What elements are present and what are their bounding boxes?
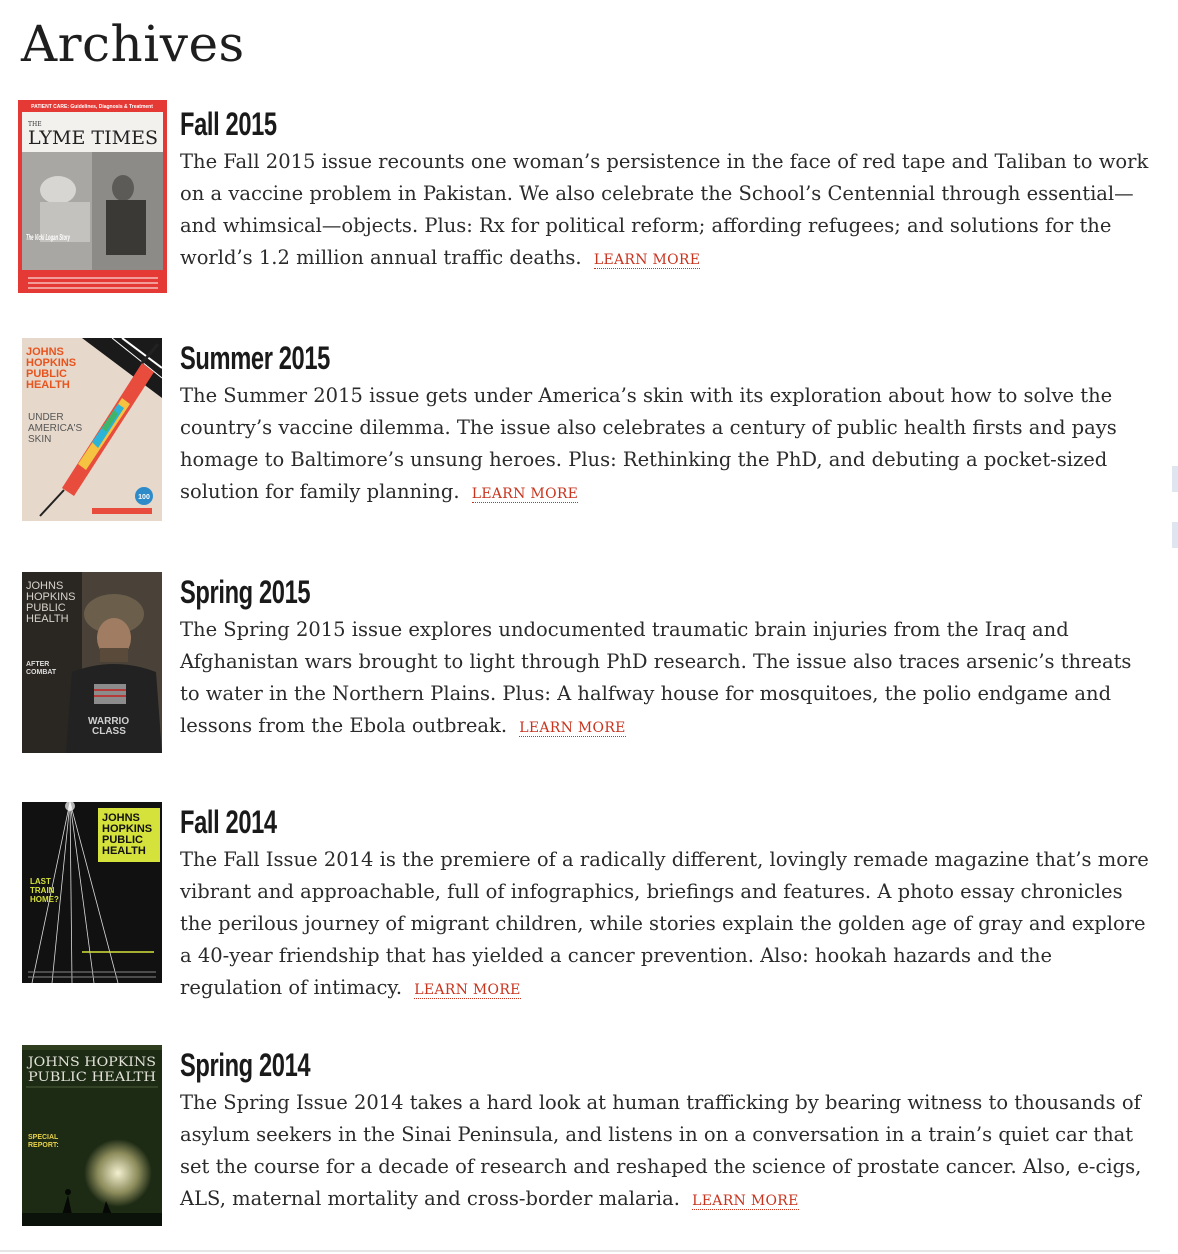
issue-title[interactable]: Summer 2015 [180,340,330,376]
issue-description [180,1087,1155,1217]
issue-cover-image[interactable] [18,100,167,293]
learn-more-link[interactable]: LEARN MORE [414,982,521,998]
cover-masthead-line: HOPKINS [26,591,76,603]
cover-masthead-small: THE [28,121,42,128]
cover-masthead-line: PUBLIC HEALTH [28,1070,156,1085]
cover-line: The Vicki Logan Story [26,233,71,242]
spring-2015-cover [22,572,162,753]
learn-more-link[interactable]: LEARN MORE [593,252,701,268]
issue-title[interactable]: Spring 2014 [180,1047,311,1083]
cover-masthead-line: HOPKINS [102,823,153,835]
cover-line: UNDER [28,412,64,423]
page-title: Archives [21,15,245,73]
cover-line: AMERICA'S [28,423,83,434]
cover-masthead: LYME TIMES [28,127,158,149]
issue-description [180,380,1155,510]
issue-description [180,844,1155,1006]
cover-line: REPORT: [28,1142,59,1149]
issue-title[interactable]: Fall 2015 [180,106,277,142]
issue-cover-image[interactable] [22,572,162,753]
cover-masthead-line: PUBLIC [26,602,66,614]
spring-2014-cover [22,1045,162,1226]
edge-scroll-marker [1172,522,1178,548]
learn-more-link[interactable]: LEARN MORE [519,720,626,736]
cover-line: AFTER [26,661,50,668]
issue-description-text: The Summer 2015 issue gets under America’s skin with its exploration about how to solve the country’s vaccine dilemma. The issue also celebrates a century of public health firsts and pays homage to Baltimore’s unsung heroes. Plus: Rethinking the PhD, and debuting a pocket-sized solution for family planning. [180,384,1117,503]
cover-masthead-line: JOHNS [102,812,140,824]
issue-description [180,146,1155,276]
cover-masthead-line: PUBLIC [26,368,67,380]
issue-cover-image[interactable] [22,802,162,983]
cover-masthead-line: HEALTH [26,379,70,391]
issue-title[interactable]: Spring 2015 [180,574,311,610]
cover-masthead-line: JOHNS [26,580,64,592]
cover-line: TRAIN [30,886,55,895]
issue-description-text: The Spring 2015 issue explores undocumented traumatic brain injuries from the Iraq and Afghanistan wars brought to light through PhD research. The issue also traces arsenic’s threats to water in the Northern Plains. Plus: A halfway house for mosquitoes, the polio endgame and lessons from the Ebola outbreak. [180,618,1132,737]
cover-badge: 100 [138,494,150,501]
learn-more-link[interactable]: LEARN MORE [692,1193,799,1209]
cover-masthead-line: HOPKINS [26,357,77,369]
issue-cover-image[interactable] [22,1045,162,1226]
issue-title[interactable]: Fall 2014 [180,804,277,840]
cover-shirt-text: CLASS [92,726,126,737]
cover-masthead-line: JOHNS [26,346,64,358]
learn-more-link[interactable]: LEARN MORE [471,486,579,502]
cover-line: HOME? [30,895,59,904]
edge-scroll-marker [1172,466,1178,492]
issue-cover-image[interactable] [22,338,162,521]
cover-masthead-line: PUBLIC [102,834,143,846]
issue-description-text: The Fall Issue 2014 is the premiere of a radically different, lovingly remade magazine that’s more vibrant and approachable, full of infographics, briefings and features. A photo essay chronicles the perilous journey of migrant children, while stories explain the golden age of gray and explore a 40-year friendship that has yielded a cancer prevention. Also: hookah hazards and the regulation of intimacy. [180,848,1149,999]
lyme-times-cover [18,100,167,293]
cover-line: COMBAT [26,669,57,676]
cover-masthead-line: HEALTH [26,613,69,625]
issue-description-text: The Spring Issue 2014 takes a hard look at human trafficking by bearing witness to thousands of asylum seekers in the Sinai Peninsula, and listens in on a conversation in a train’s quiet car that set the course for a decade of research and reshaped the science of prostate cancer. Also, e-cigs, ALS, maternal mortality and cross-border malaria. [180,1091,1142,1210]
summer-2015-cover [22,338,162,521]
cover-line: SKIN [28,434,52,445]
cover-shirt-text: WARRIO [88,716,130,727]
bottom-divider [0,1250,1160,1252]
cover-masthead-line: HEALTH [102,845,146,857]
fall-2014-cover [22,802,162,983]
cover-masthead-line: JOHNS HOPKINS [25,1055,157,1070]
issue-description [180,614,1155,744]
cover-banner: PATIENT CARE: Guidelines, Diagnosis & Treatment [31,104,153,110]
issue-description-text: The Fall 2015 issue recounts one woman’s persistence in the face of red tape and Taliban to work on a vaccine problem in Pakistan. We also celebrate the School’s Centennial through essential—and whimsical—objects. Plus: Rx for political reform; affording refugees; and solutions for the world’s 1.2 million annual traffic deaths. [180,150,1149,269]
cover-line: LAST [30,877,51,886]
cover-line: SPECIAL [28,1134,59,1141]
